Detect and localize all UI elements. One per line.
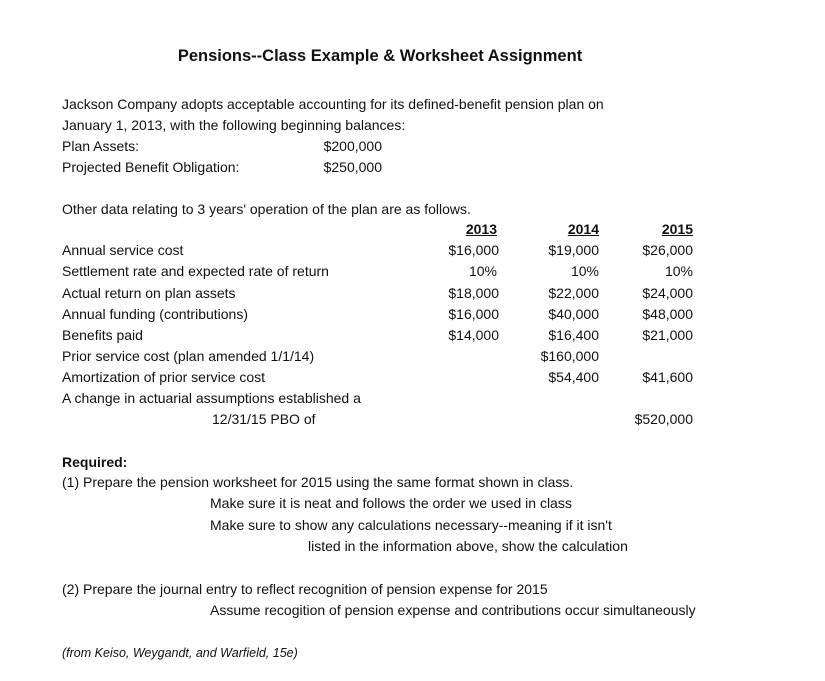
source-citation: (from Keiso, Weygandt, and Warfield, 15e)	[62, 646, 298, 660]
required-item-1-note-2: Make sure to show any calculations necessary--meaning if it isn't	[210, 517, 612, 533]
plan-assets-value: $200,000	[323, 138, 382, 154]
row-label: Annual funding (contributions)	[62, 306, 249, 322]
intro-line-1: Jackson Company adopts acceptable accounting for its defined-benefit pension plan on	[62, 96, 604, 112]
row-label: A change in actuarial assumptions established a	[62, 390, 361, 406]
cell-2014: $160,000	[540, 348, 599, 364]
row-label: Benefits paid	[62, 327, 143, 343]
required-item-1-note-1: Make sure it is neat and follows the order we used in class	[210, 495, 572, 511]
cell-2013: 10%	[468, 263, 497, 279]
required-item-1-note-3: listed in the information above, show the calculation	[308, 538, 628, 554]
cell-2014: $40,000	[548, 306, 599, 322]
required-item-1: (1) Prepare the pension worksheet for 2015 using the same format shown in class.	[62, 474, 574, 490]
row-label: Settlement rate and expected rate of return	[62, 263, 329, 279]
cell-2015: $21,000	[642, 327, 693, 343]
page-title: Pensions--Class Example & Worksheet Assignment	[177, 47, 583, 65]
cell-2013: $16,000	[448, 306, 499, 322]
required-item-2-note-1: Assume recogition of pension expense and contributions occur simultaneously	[210, 602, 696, 618]
cell-2014: $16,400	[548, 327, 599, 343]
row-label: 12/31/15 PBO of	[212, 411, 316, 427]
row-label: Annual service cost	[62, 242, 184, 258]
row-label: Actual return on plan assets	[62, 285, 236, 301]
cell-2014: $19,000	[548, 242, 599, 258]
required-item-2: (2) Prepare the journal entry to reflect recognition of pension expense for 2015	[62, 581, 548, 597]
year-header-2014: 2014	[567, 221, 599, 237]
year-header-2013: 2013	[465, 221, 497, 237]
cell-2015: $48,000	[642, 306, 693, 322]
cell-2014: 10%	[570, 263, 599, 279]
cell-2014: $54,400	[548, 369, 599, 385]
cell-2014: $22,000	[548, 285, 599, 301]
row-label: Prior service cost (plan amended 1/1/14)	[62, 348, 315, 364]
intro-line-2: January 1, 2013, with the following beginning balances:	[62, 117, 406, 133]
cell-2013: $18,000	[448, 285, 499, 301]
other-data-intro: Other data relating to 3 years' operation of the plan are as follows.	[62, 201, 471, 217]
cell-2015: $26,000	[642, 242, 693, 258]
cell-2013: $16,000	[448, 242, 499, 258]
cell-2015: $520,000	[634, 411, 693, 427]
row-label: Amortization of prior service cost	[62, 369, 266, 385]
cell-2015: 10%	[664, 263, 693, 279]
cell-2013: $14,000	[448, 327, 499, 343]
cell-2015: $41,600	[642, 369, 693, 385]
pbo-label: Projected Benefit Obligation:	[62, 159, 240, 175]
year-header-2015: 2015	[661, 221, 693, 237]
required-heading: Required:	[62, 454, 128, 470]
pbo-value: $250,000	[323, 159, 382, 175]
cell-2015: $24,000	[642, 285, 693, 301]
plan-assets-label: Plan Assets:	[62, 138, 140, 154]
